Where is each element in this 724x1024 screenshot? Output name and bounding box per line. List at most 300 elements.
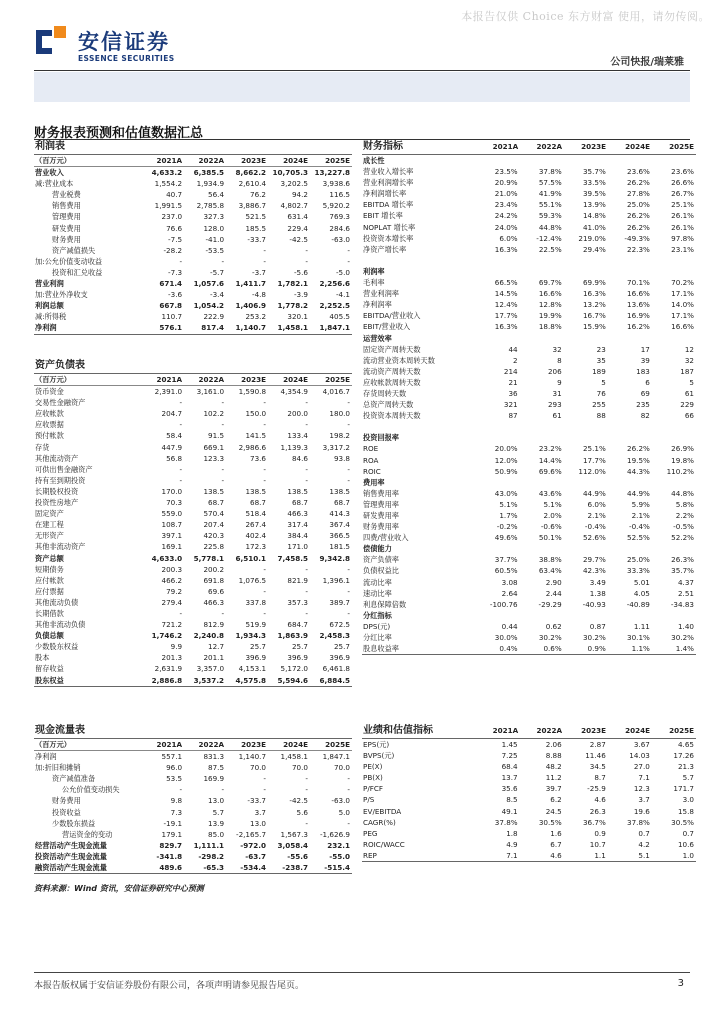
cell-value: 2,631.9 <box>154 664 183 674</box>
cell-value: 6,510.1 <box>235 553 267 563</box>
cell-value: 3,357.0 <box>196 664 225 674</box>
cell-value: 1.8 <box>506 828 518 838</box>
cell-value: 116.5 <box>329 190 350 200</box>
cell-value: 6.0% <box>499 233 518 243</box>
cell-value <box>564 266 608 277</box>
cell-value: 3,938.6 <box>322 179 350 189</box>
cell-value: 179.1 <box>161 829 183 839</box>
table-row <box>34 234 352 245</box>
cell-value: 5.9% <box>631 499 650 509</box>
cell-value: 69.7% <box>538 278 562 288</box>
table-row <box>34 211 352 222</box>
cell-value: 8.5 <box>506 795 518 805</box>
cell-value: 52.2% <box>671 533 694 543</box>
cell-value: 37.8% <box>627 817 650 827</box>
cell-value: 12.3 <box>633 784 650 794</box>
cell-value: 12 <box>684 344 694 354</box>
cell-value: 207.4 <box>203 520 225 530</box>
cell-value: 1,847.1 <box>322 752 350 762</box>
cell-value: 384.4 <box>287 531 308 541</box>
cell-value: 17.1% <box>671 311 694 321</box>
table-row <box>34 322 352 334</box>
cell-value: - <box>263 608 267 618</box>
cell-value: 669.1 <box>203 442 225 452</box>
cell-value: 150.0 <box>245 409 267 419</box>
cell-value: 357.3 <box>287 597 308 607</box>
row-label: 投资和汇兑收益 <box>52 267 103 277</box>
header-band <box>34 72 690 102</box>
cell-value: 17.7% <box>582 455 606 465</box>
panel-title-text: 业绩和估值指标 <box>363 725 433 736</box>
cell-value: 180.0 <box>329 409 350 419</box>
row-label: 无形资产 <box>35 531 64 541</box>
cell-value: 138.5 <box>287 486 308 496</box>
cell-value: -40.93 <box>582 599 606 609</box>
cell-value: -19.1 <box>163 818 183 828</box>
cell-value: -12.4% <box>536 233 562 243</box>
cell-value: 337.8 <box>245 597 267 607</box>
row-label: EBIT/营业收入 <box>363 322 411 332</box>
row-label: 营业收入增长率 <box>363 167 414 177</box>
cell-value: 293 <box>547 400 562 410</box>
cell-value: - <box>305 245 308 255</box>
cell-value: - <box>305 564 308 574</box>
cell-value: 4.9 <box>506 839 518 849</box>
cell-value: 102.2 <box>203 409 225 419</box>
row-label: 经营活动产生现金流量 <box>35 840 107 850</box>
table-row <box>362 466 696 477</box>
cell-value: 201.3 <box>161 653 183 663</box>
cell-value: 20.0% <box>494 444 518 454</box>
cell-value <box>520 421 564 432</box>
cell-value: 0.44 <box>501 621 518 631</box>
cell-value: 206 <box>547 366 562 376</box>
cell-value: - <box>221 785 225 795</box>
cell-value: 20.9% <box>494 178 518 188</box>
cell-value <box>476 266 520 277</box>
cell-value: 671.4 <box>159 279 183 289</box>
cell-value: 35 <box>596 355 606 365</box>
row-label: P/FCF <box>363 784 384 794</box>
table-row <box>362 794 696 805</box>
table-row <box>362 421 696 432</box>
cell-value: 68.7 <box>291 498 308 508</box>
cell-value: 42.3% <box>582 566 606 576</box>
cell-value: 94.2 <box>291 190 308 200</box>
cell-value: 123.3 <box>203 453 225 463</box>
cell-value: 200.3 <box>161 564 183 574</box>
cell-value: - <box>305 475 308 485</box>
cell-value: 76.2 <box>250 190 267 200</box>
table-row <box>34 223 352 234</box>
cell-value: -341.8 <box>156 851 183 861</box>
table-row <box>362 266 696 277</box>
cell-value: - <box>347 475 350 485</box>
table-row <box>362 806 696 817</box>
table-row <box>34 245 352 256</box>
cell-value: - <box>305 464 308 474</box>
row-label: ROIC/WACC <box>363 839 405 849</box>
row-label: 固定资产 <box>35 509 64 519</box>
cell-value: 189 <box>592 366 606 376</box>
cell-value: -0.4% <box>629 522 650 532</box>
cell-value: 466.2 <box>161 575 183 585</box>
cell-value: 519.9 <box>245 620 267 630</box>
cell-value: -33.7 <box>247 796 267 806</box>
cell-value <box>608 266 652 277</box>
table-row <box>34 807 352 818</box>
cell-value: 4.65 <box>677 740 694 749</box>
cell-value <box>652 610 696 621</box>
cell-value: 172.3 <box>245 542 267 552</box>
cell-value <box>520 266 564 277</box>
cell-value: 13.0 <box>250 818 267 828</box>
table-row <box>34 497 352 508</box>
table-row <box>34 608 352 619</box>
table-row <box>34 519 352 530</box>
cell-value: 27.0 <box>633 762 650 772</box>
cell-value: 204.7 <box>161 409 183 419</box>
year-header: 2021A <box>492 142 519 151</box>
cell-value: -53.5 <box>205 245 225 255</box>
cell-value: 12.0% <box>494 455 518 465</box>
table-row <box>362 443 696 454</box>
section-title: 财务报表预测和估值数据汇总 <box>34 126 204 141</box>
cell-value: - <box>305 398 308 408</box>
table-row <box>362 177 696 188</box>
cell-value: 631.4 <box>287 212 308 222</box>
table-row <box>362 455 696 466</box>
cell-value: 68.7 <box>250 498 267 508</box>
cell-value: 50.9% <box>494 466 518 476</box>
cell-value: 66 <box>684 411 694 421</box>
row-label: EBITDA 增长率 <box>363 200 414 210</box>
cell-value: - <box>263 586 267 596</box>
cell-value: - <box>179 256 183 266</box>
cell-value: 19.5% <box>627 455 650 465</box>
cash-flow-panel <box>34 724 352 874</box>
cell-value: -4.1 <box>335 290 350 300</box>
row-label: 投资回报率 <box>363 433 399 443</box>
cell-value: -28.2 <box>163 245 183 255</box>
cell-value: -515.4 <box>310 862 352 874</box>
cell-value: 2,256.6 <box>319 279 350 289</box>
cell-value: 69.6% <box>538 466 562 476</box>
cell-value: 1,458.1 <box>280 752 308 762</box>
cell-value: 8,662.2 <box>235 168 267 178</box>
cell-value: 6.0% <box>587 499 606 509</box>
row-label: 应收帐款周转天数 <box>363 377 421 387</box>
cell-value: 30.5% <box>538 817 562 827</box>
cell-value: - <box>263 256 267 266</box>
row-label: 管理费用率 <box>363 499 399 509</box>
cell-value: 7.1 <box>638 773 650 783</box>
cell-value: 25.0% <box>627 200 650 210</box>
cell-value: 5.0 <box>338 807 350 817</box>
table-row <box>34 200 352 211</box>
cell-value: 9.8 <box>170 796 183 806</box>
cell-value: 87 <box>508 411 518 421</box>
cell-value: 14.5% <box>494 289 518 299</box>
row-label: 留存收益 <box>35 664 64 674</box>
cell-value: 232.1 <box>327 840 350 850</box>
cell-value: 49.6% <box>494 533 518 543</box>
cell-value: 26.1% <box>671 211 694 221</box>
cell-value: 3.49 <box>589 577 606 587</box>
cell-value: - <box>263 774 267 784</box>
cell-value: 185.5 <box>245 223 267 233</box>
cell-value: 829.7 <box>159 840 183 850</box>
cell-value: 69 <box>640 388 650 398</box>
cell-value: 2 <box>513 355 518 365</box>
table-row <box>34 486 352 497</box>
cell-value: 1.11 <box>633 621 650 631</box>
year-header: 2022A <box>184 374 226 386</box>
cell-value: 200.0 <box>287 409 308 419</box>
cell-value: 30.2% <box>671 633 694 643</box>
valuation-title <box>362 724 696 739</box>
cell-value: 70.0 <box>333 763 350 773</box>
row-label: 净利润 <box>34 322 142 334</box>
cell-value: - <box>221 475 225 485</box>
table-row <box>362 388 696 399</box>
table-row <box>362 577 696 588</box>
cell-value: 13.9 <box>208 818 225 828</box>
cell-value: 0.9 <box>594 828 606 838</box>
cell-value: 44.9% <box>582 488 606 498</box>
row-label: ROIC <box>363 466 381 476</box>
row-label: 管理费用 <box>52 212 81 222</box>
cell-value: 1.45 <box>501 740 518 749</box>
table-row <box>34 751 352 763</box>
row-label: 净利润率 <box>363 300 392 310</box>
row-label: 财务费用率 <box>363 522 399 532</box>
cell-value: 1,458.1 <box>268 322 310 334</box>
cell-value: 253.2 <box>245 312 267 322</box>
cell-value: 29.4% <box>582 244 606 254</box>
table-row <box>34 773 352 784</box>
cell-value: 110.7 <box>161 312 183 322</box>
cell-value: 30.0% <box>494 633 518 643</box>
footer-disclaimer: 本报告版权属于安信证券股份有限公司，各项声明请参见报告尾页。 <box>34 981 305 991</box>
cell-value: - <box>305 256 308 266</box>
valuation-panel <box>362 724 696 862</box>
cell-value: 1,590.8 <box>238 387 267 397</box>
cell-value <box>520 477 564 488</box>
cell-value: 2.90 <box>545 577 562 587</box>
cell-value: 23.6% <box>627 167 650 177</box>
table-row <box>34 597 352 608</box>
table-row <box>34 619 352 630</box>
row-label: 流动资产周转天数 <box>363 366 421 376</box>
cell-value: 1,076.5 <box>238 575 267 585</box>
cell-value: 43.6% <box>538 488 562 498</box>
cell-value: 667.8 <box>159 301 183 311</box>
table-row <box>34 289 352 300</box>
row-label: 融资活动产生现金流量 <box>34 862 142 874</box>
report-type: 公司快报/瑞莱雅 <box>610 57 684 68</box>
cell-value <box>608 421 652 432</box>
cell-value: 396.9 <box>329 653 350 663</box>
income-statement-panel <box>34 140 352 335</box>
cell-value: 1,057.6 <box>193 279 225 289</box>
cell-value: 32 <box>552 344 562 354</box>
row-label: 减:所得税 <box>35 312 67 322</box>
year-header: 2023E <box>226 155 268 167</box>
year-header: 2024E <box>625 142 651 151</box>
cell-value: 34.5 <box>589 762 606 772</box>
cell-value: 73.6 <box>250 453 267 463</box>
cell-value: -5.7 <box>210 267 225 277</box>
cell-value: 88 <box>596 411 606 421</box>
cell-value: 39.5% <box>582 189 606 199</box>
watermark: 本报告仅供 Choice 东方财富 使用，请勿传阅。 <box>461 10 710 23</box>
cell-value: 4.2 <box>638 839 650 849</box>
cell-value: 17 <box>640 344 650 354</box>
balance-sheet-table <box>34 374 352 687</box>
cell-value: 10,705.3 <box>272 168 308 178</box>
cell-value: 5.1% <box>499 499 518 509</box>
row-label: 净利润 <box>35 752 57 762</box>
cell-value: - <box>347 774 350 784</box>
cell-value: 181.5 <box>329 542 350 552</box>
table-row <box>362 532 696 543</box>
table-row <box>34 784 352 795</box>
cell-value: 4.6 <box>594 795 606 805</box>
cell-value <box>520 333 564 344</box>
table-row <box>34 652 352 663</box>
table-row <box>34 397 352 408</box>
cell-value: 1,139.3 <box>280 442 308 452</box>
cell-value: 219.0% <box>578 233 606 243</box>
data-source: 资料来源：Wind 资讯，安信证券研究中心预测 <box>34 884 204 893</box>
cell-value: 26.7% <box>671 189 694 199</box>
cell-value: 44.3% <box>627 466 650 476</box>
cell-value: - <box>263 245 267 255</box>
table-row <box>34 641 352 652</box>
year-header: 2024E <box>268 739 310 751</box>
cell-value: 44.9% <box>627 488 650 498</box>
table-header-row <box>34 374 352 386</box>
cell-value: 16.7% <box>582 311 606 321</box>
cell-value: 16.6% <box>671 322 694 332</box>
table-row <box>34 530 352 541</box>
year-header: 2022A <box>536 142 563 151</box>
cell-value: -5.0 <box>335 267 350 277</box>
cell-value: 3.08 <box>501 577 518 587</box>
table-row <box>34 541 352 552</box>
cell-value: 41.9% <box>538 189 562 199</box>
year-header: 2021A <box>142 374 184 386</box>
row-label: EPS(元) <box>363 740 390 749</box>
cell-value <box>476 610 520 621</box>
cell-value: 33.5% <box>582 178 606 188</box>
cell-value: - <box>347 564 350 574</box>
cell-value: 229 <box>680 400 694 410</box>
table-row <box>362 277 696 288</box>
cell-value: 85.0 <box>208 829 225 839</box>
table-row <box>362 510 696 521</box>
table-row <box>34 267 352 278</box>
cell-value: 8 <box>557 355 562 365</box>
year-header: 2021A <box>492 726 519 735</box>
table-row <box>34 453 352 464</box>
table-row <box>34 862 352 874</box>
cell-value: 237.0 <box>161 212 183 222</box>
cell-value: 2.0% <box>543 511 562 520</box>
cell-value: -34.83 <box>670 599 694 609</box>
cell-value <box>564 155 608 166</box>
cell-value <box>520 432 564 443</box>
cell-value: 5.1% <box>543 499 562 509</box>
row-label: ROA <box>363 455 379 465</box>
cell-value: 70.2% <box>671 278 694 288</box>
row-label: 营业利润 <box>35 279 64 289</box>
cell-value: 576.1 <box>142 322 184 334</box>
table-row <box>34 464 352 475</box>
cell-value: -7.5 <box>168 234 183 244</box>
cell-value: - <box>263 398 267 408</box>
cell-value: 6.7 <box>550 839 562 849</box>
cell-value: 35.7% <box>671 566 694 576</box>
table-row <box>34 564 352 575</box>
cell-value: 229.4 <box>287 223 308 233</box>
cell-value: 14.03 <box>629 751 650 761</box>
table-row <box>34 508 352 519</box>
cell-value <box>652 432 696 443</box>
row-label: 营业税费 <box>52 190 81 200</box>
row-label: P/S <box>363 795 375 805</box>
cell-value: - <box>305 586 308 596</box>
valuation-table <box>362 739 696 862</box>
cell-value: 5,594.6 <box>268 675 310 687</box>
table-row <box>362 222 696 233</box>
table-row <box>34 795 352 806</box>
row-label: 存货周转天数 <box>363 388 407 398</box>
row-label: 应付帐款 <box>35 575 64 585</box>
table-row <box>34 663 352 674</box>
cell-value: 25.7 <box>333 642 350 652</box>
row-label: EV/EBITDA <box>363 806 402 816</box>
cell-value: 23.1% <box>671 244 694 254</box>
year-header: 2024E <box>625 726 651 735</box>
row-label: 少数股东权益 <box>35 642 79 652</box>
cell-value: 1,863.9 <box>277 631 308 641</box>
cell-value <box>476 421 520 432</box>
cell-value: 14.0% <box>671 300 694 310</box>
table-row <box>362 477 696 488</box>
cell-value: 10.6 <box>677 839 694 849</box>
balance-sheet-title: 资产负债表 <box>34 359 352 374</box>
cell-value: -2,165.7 <box>235 829 267 839</box>
cell-value: 1,847.1 <box>310 322 352 334</box>
cell-value: -33.7 <box>247 234 267 244</box>
cell-value: 402.4 <box>245 531 267 541</box>
cell-value: 684.7 <box>287 620 308 630</box>
row-label: 营业收入 <box>35 168 64 178</box>
row-label: 四费/营业收入 <box>363 533 409 543</box>
cell-value: 37.7% <box>494 555 518 565</box>
cell-value: 13.0 <box>208 796 225 806</box>
cell-value <box>564 421 608 432</box>
table-row <box>362 632 696 643</box>
cell-value: 396.9 <box>245 653 267 663</box>
cell-value: 26.3 <box>589 806 606 816</box>
row-label: 销售费用率 <box>363 488 399 498</box>
cell-value: 53.5 <box>166 774 183 784</box>
cell-value: 25.7 <box>291 642 308 652</box>
cell-value: 13,227.8 <box>314 168 350 178</box>
